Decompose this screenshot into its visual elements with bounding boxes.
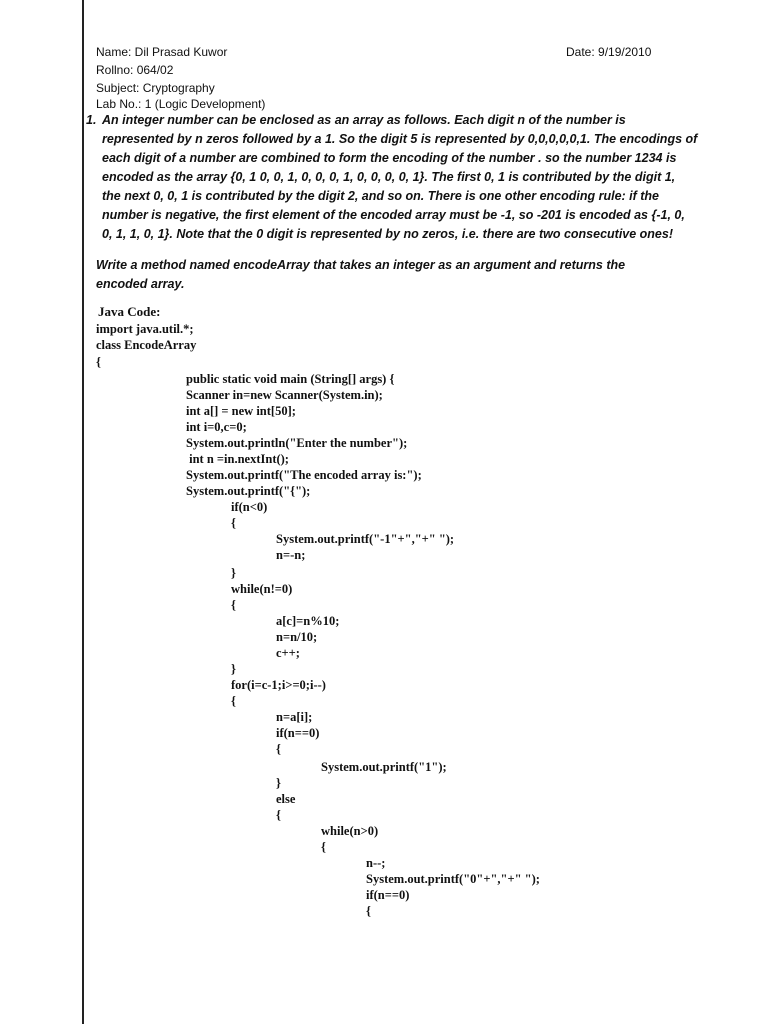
code-line: Scanner in=new Scanner(System.in);: [186, 388, 383, 402]
problem-line: the next 0, 0, 1 is contributed by the digit 2, and so on. There is one other encoding rule: if the: [102, 189, 660, 203]
left-margin-rule: [82, 0, 84, 1024]
code-line: System.out.println("Enter the number");: [186, 436, 408, 450]
code-line: }: [231, 566, 236, 580]
code-line: a[c]=n%10;: [276, 614, 340, 628]
code-line: c++;: [276, 646, 300, 660]
code-line: {: [321, 840, 326, 854]
student-name: Name: Dil Prasad Kuwor: [96, 45, 228, 59]
code-line: int i=0,c=0;: [186, 420, 247, 434]
code-line: class EncodeArray: [96, 338, 197, 352]
code-line: n=a[i];: [276, 710, 313, 724]
code-line: {: [366, 904, 371, 918]
code-line: System.out.printf("1");: [321, 760, 447, 774]
problem-line: An integer number can be enclosed as an array as follows. Each digit n of the number is: [102, 113, 626, 127]
code-line: {: [276, 742, 281, 756]
code-line: while(n>0): [321, 824, 379, 838]
problem-line: each digit of a number are combined to form the encoding of the number . so the number 1234 is: [102, 151, 677, 165]
instruction-line: encoded array.: [96, 277, 185, 291]
code-line: {: [276, 808, 281, 822]
code-line: }: [276, 776, 281, 790]
code-line: if(n==0): [366, 888, 410, 902]
lab-date: Date: 9/19/2010: [566, 45, 652, 59]
code-line: n=n/10;: [276, 630, 318, 644]
task-instruction: [96, 256, 625, 294]
code-line: System.out.printf("{");: [186, 484, 311, 498]
problem-line: encoded as the array {0, 1 0, 0, 1, 0, 0, 0, 1, 0, 0, 0, 0, 1}. The first 0, 1 is contributed by the digit 1,: [102, 170, 676, 184]
instruction-line: Write a method named encodeArray that takes an integer as an argument and returns the: [96, 258, 626, 272]
code-line: int a[] = new int[50];: [186, 404, 296, 418]
code-line: {: [231, 694, 236, 708]
code-line: while(n!=0): [231, 582, 293, 596]
problem-line: number is negative, the first element of the encoded array must be -1, so -201 is encoded as {-1, 0,: [102, 208, 685, 222]
subject: Subject: Cryptography: [96, 81, 215, 95]
roll-number: Rollno: 064/02: [96, 63, 174, 77]
code-line: int n =in.nextInt();: [186, 452, 289, 466]
code-line: for(i=c-1;i>=0;i--): [231, 678, 326, 692]
question-number: 1.: [86, 113, 97, 127]
code-line: }: [231, 662, 236, 676]
code-line: {: [231, 516, 236, 530]
code-line: System.out.printf("The encoded array is:");: [186, 468, 422, 482]
code-line: if(n<0): [231, 500, 268, 514]
code-line: {: [231, 598, 236, 612]
code-heading: Java Code:: [98, 304, 161, 319]
problem-line: represented by n zeros followed by a 1. So the digit 5 is represented by 0,0,0,0,0,1. The encodings of: [102, 132, 698, 146]
code-line: import java.util.*;: [96, 322, 194, 336]
lab-number: Lab No.: 1 (Logic Development): [96, 97, 266, 111]
code-line: n--;: [366, 856, 386, 870]
problem-line: 0, 1, 1, 0, 1}. Note that the 0 digit is represented by no zeros, i.e. there are two consecutive ones!: [102, 227, 674, 241]
code-line: System.out.printf("0"+","+" ");: [366, 872, 540, 886]
code-line: {: [96, 355, 101, 369]
code-line: n=-n;: [276, 548, 306, 562]
code-line: else: [276, 792, 296, 806]
problem-statement: [102, 111, 712, 244]
code-line: public static void main (String[] args) {: [186, 372, 395, 386]
code-line: System.out.printf("-1"+","+" ");: [276, 532, 455, 546]
code-line: if(n==0): [276, 726, 320, 740]
